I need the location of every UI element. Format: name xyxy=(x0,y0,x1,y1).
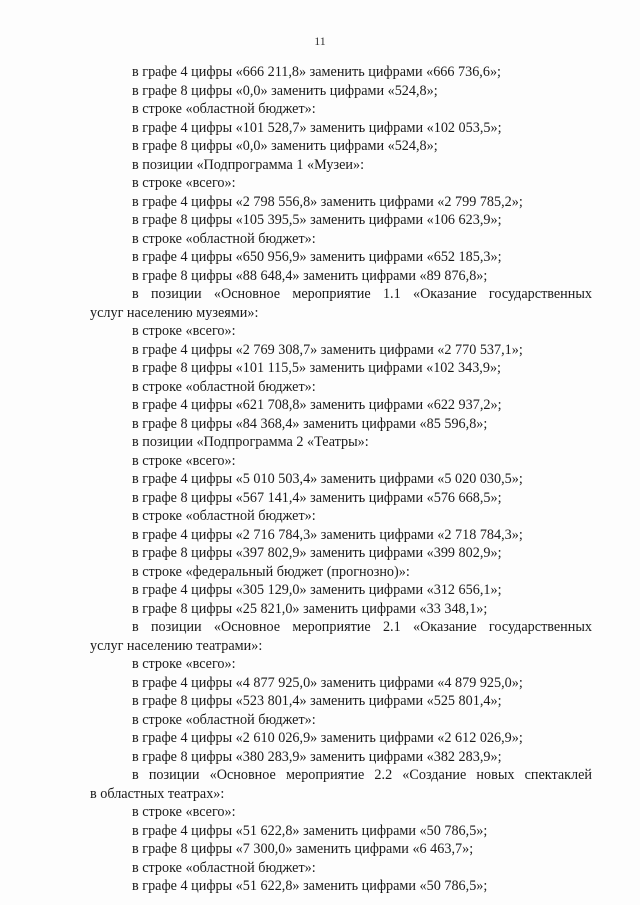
text-line: в графе 4 цифры «101 528,7» заменить цифрами «102 053,5»; xyxy=(132,119,502,136)
text-line: в строке «всего»: xyxy=(132,804,236,820)
text-line: в графе 8 цифры «7 300,0» заменить цифрами «6 463,7»; xyxy=(132,841,474,857)
text-line: в строке «всего»: xyxy=(132,452,236,469)
text-line: в графе 4 цифры «305 129,0» заменить цифрами «312 656,1»; xyxy=(132,582,502,598)
page-number: 11 xyxy=(314,34,326,48)
text-line: в графе 4 цифры «51 622,8» заменить цифрами «50 786,5»; xyxy=(132,878,488,894)
text-line: в графе 4 цифры «2 716 784,3» заменить цифрами «2 718 784,3»; xyxy=(132,526,523,543)
text-line: в строке «областной бюджет»: xyxy=(132,859,316,876)
text-line: в графе 8 цифры «88 648,4» заменить цифрами «89 876,8»; xyxy=(132,267,488,284)
text-line: в графе 4 цифры «650 956,9» заменить цифрами «652 185,3»; xyxy=(132,249,502,265)
text-line: в графе 8 цифры «101 115,5» заменить цифрами «102 343,9»; xyxy=(132,360,501,376)
text-line: в графе 8 цифры «105 395,5» заменить цифрами «106 623,9»; xyxy=(132,212,502,228)
text-line: в строке «областной бюджет»: xyxy=(132,230,316,247)
text-line: в позиции «Основное мероприятие 2.2 «Создание новых спектаклей xyxy=(132,767,592,783)
text-line: в позиции «Подпрограмма 2 «Театры»: xyxy=(132,434,369,450)
text-line: в графе 8 цифры «523 801,4» заменить цифрами «525 801,4»; xyxy=(132,693,502,709)
text-line: в строке «федеральный бюджет (прогнозно)»: xyxy=(132,563,410,580)
text-line: в строке «областной бюджет»: xyxy=(132,508,316,524)
text-line: в графе 4 цифры «2 610 026,9» заменить цифрами «2 612 026,9»; xyxy=(132,730,523,746)
text-line: в графе 4 цифры «2 769 308,7» заменить цифрами «2 770 537,1»; xyxy=(132,341,523,358)
text-line: в графе 8 цифры «380 283,9» заменить цифрами «382 283,9»; xyxy=(132,748,502,765)
text-line: в графе 4 цифры «5 010 503,4» заменить цифрами «5 020 030,5»; xyxy=(132,471,523,487)
text-line: в графе 4 цифры «51 622,8» заменить цифрами «50 786,5»; xyxy=(132,822,488,839)
text-line: в строке «всего»: xyxy=(132,175,236,191)
text-line: в графе 8 цифры «0,0» заменить цифрами «524,8»; xyxy=(132,138,438,154)
text-line: в строке «всего»: xyxy=(132,656,236,672)
text-line: в строке «областной бюджет»: xyxy=(132,101,316,117)
text-line: в графе 8 цифры «84 368,4» заменить цифрами «85 596,8»; xyxy=(132,415,488,432)
text-line: в графе 4 цифры «2 798 556,8» заменить цифрами «2 799 785,2»; xyxy=(132,193,523,210)
text-line: в графе 4 цифры «4 877 925,0» заменить цифрами «4 879 925,0»; xyxy=(132,674,523,691)
text-line: услуг населению театрами»: xyxy=(90,637,263,654)
text-line: в графе 4 цифры «621 708,8» заменить цифрами «622 937,2»; xyxy=(132,397,502,413)
text-line: в областных театрах»: xyxy=(90,785,225,802)
text-line: в позиции «Подпрограмма 1 «Музеи»: xyxy=(132,156,365,173)
text-line: в графе 8 цифры «0,0» заменить цифрами «524,8»; xyxy=(132,82,438,99)
text-line: в графе 8 цифры «25 821,0» заменить цифрами «33 348,1»; xyxy=(132,600,488,617)
text-line: в графе 8 цифры «397 802,9» заменить цифрами «399 802,9»; xyxy=(132,545,502,561)
text-line: услуг населению музеями»: xyxy=(90,304,259,321)
text-line: в строке «всего»: xyxy=(132,323,236,339)
text-line: в графе 4 цифры «666 211,8» заменить цифрами «666 736,6»; xyxy=(132,64,501,80)
text-line: в позиции «Основное мероприятие 2.1 «Оказание государственных xyxy=(132,619,592,635)
text-line: в строке «областной бюджет»: xyxy=(132,711,316,728)
text-line: в графе 8 цифры «567 141,4» заменить цифрами «576 668,5»; xyxy=(132,489,502,506)
text-line: в строке «областной бюджет»: xyxy=(132,378,316,395)
text-line: в позиции «Основное мероприятие 1.1 «Оказание государственных xyxy=(132,286,592,302)
document-body xyxy=(90,63,592,896)
